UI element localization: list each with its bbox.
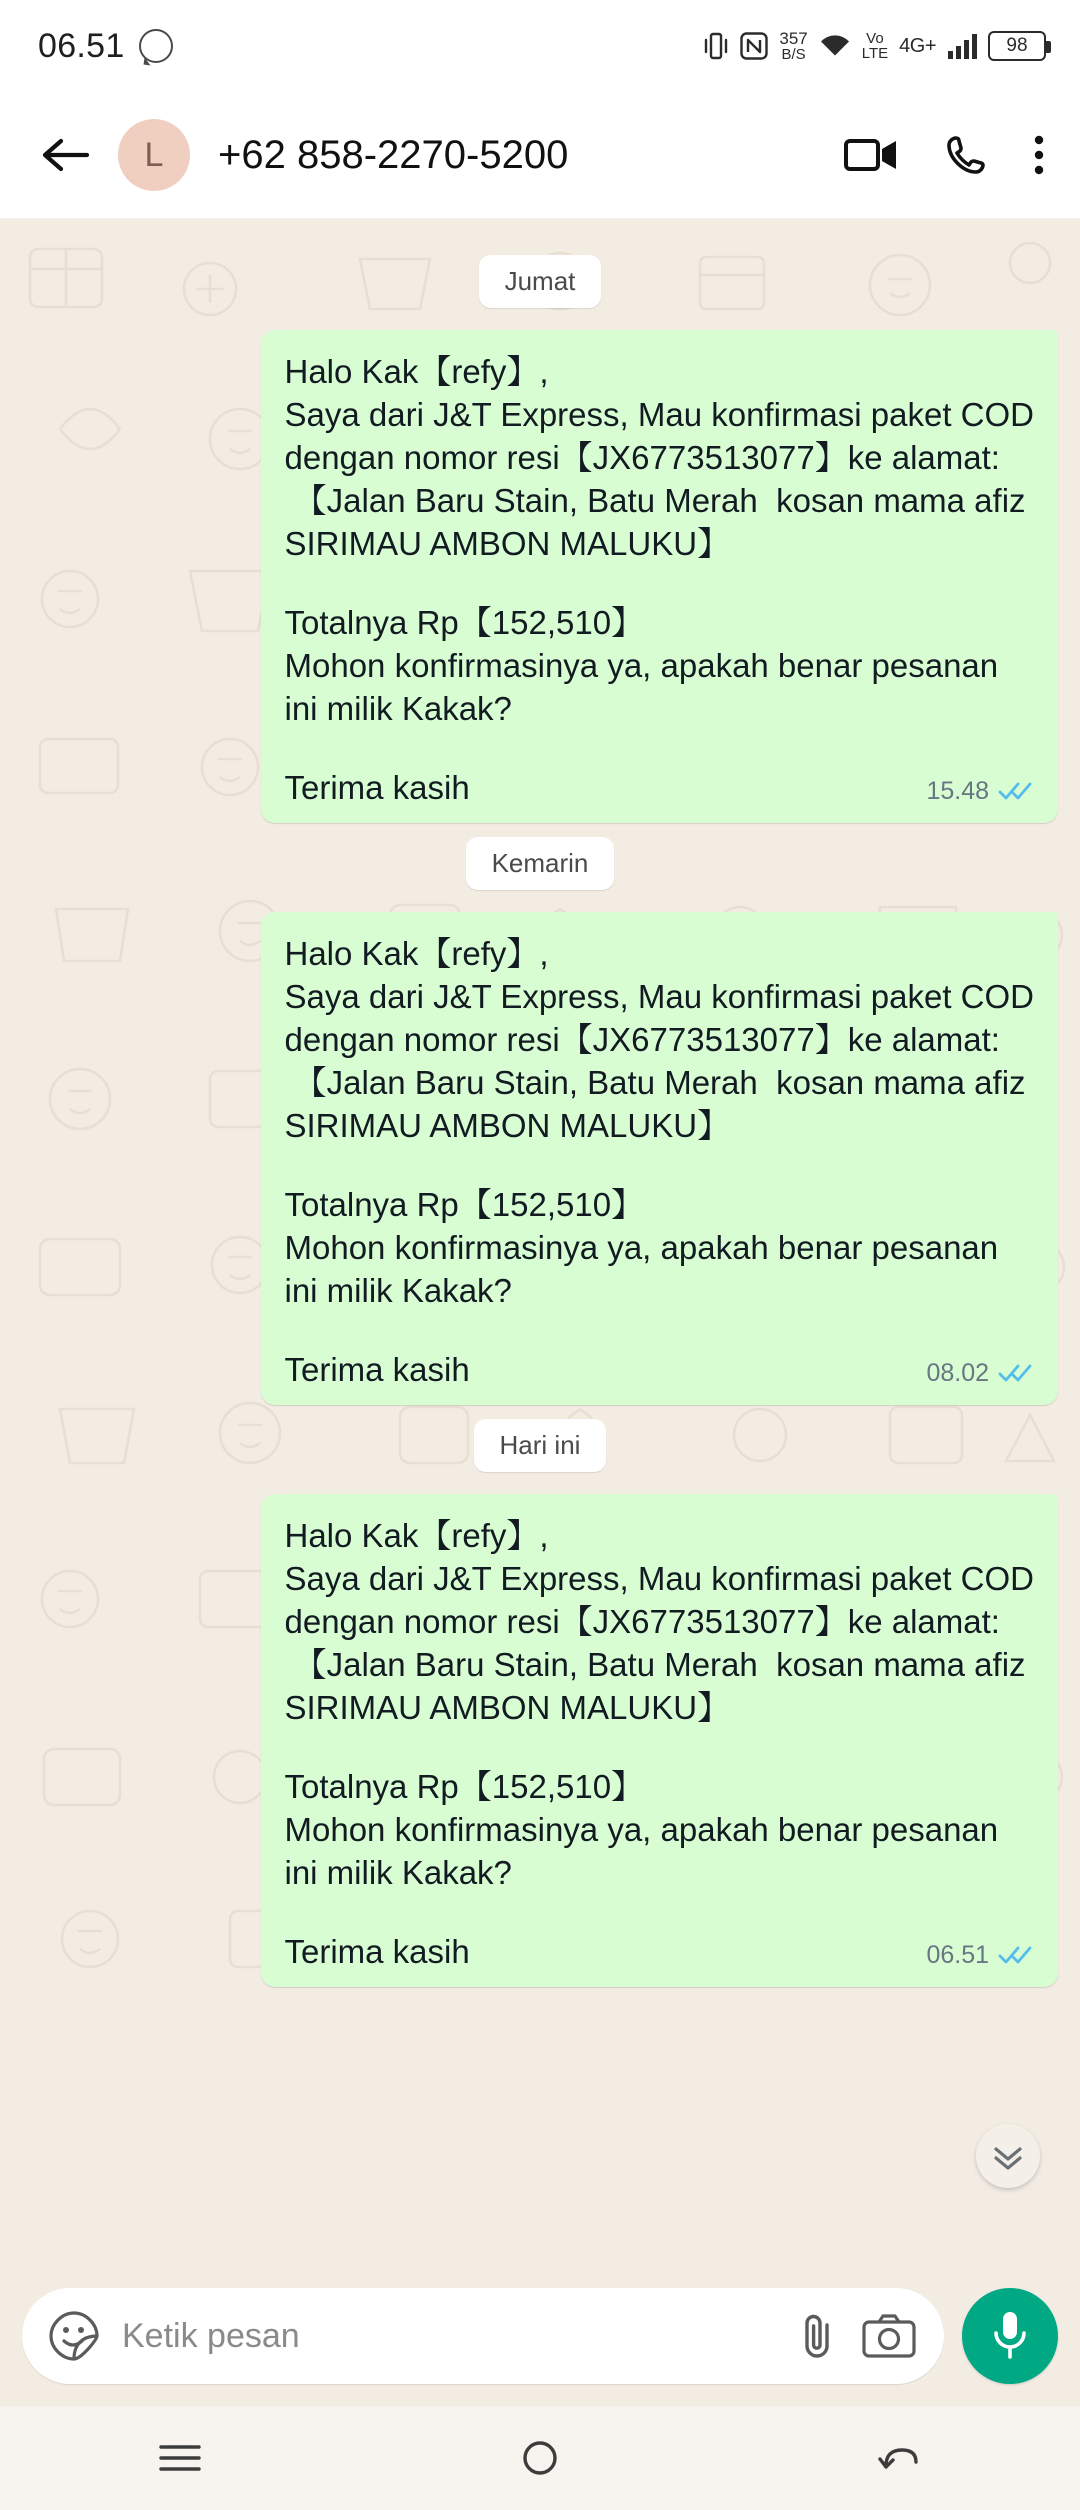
message-line: ini milik Kakak? bbox=[284, 1854, 512, 1891]
message-line: 【Jalan Baru Stain, Batu Merah kosan mama afiz bbox=[284, 1064, 1026, 1101]
battery-indicator bbox=[988, 31, 1046, 61]
read-receipt-icon bbox=[998, 1362, 1034, 1384]
paragraph-gap bbox=[285, 1147, 1035, 1183]
message-meta bbox=[926, 1939, 1034, 1973]
phone-icon[interactable] bbox=[944, 133, 988, 177]
message-last-line bbox=[285, 1930, 1035, 1973]
message-composer bbox=[0, 2274, 1080, 2406]
data-rate-indicator bbox=[779, 30, 807, 62]
read-receipt-icon bbox=[998, 780, 1034, 802]
message-time: 15.48 bbox=[926, 776, 989, 805]
message-line: Mohon konfirmasinya ya, apakah benar pesanan bbox=[284, 1811, 999, 1848]
message-line: dengan nomor resi【JX6773513077】ke alamat: bbox=[284, 439, 1000, 476]
day-label: Jumat bbox=[479, 255, 602, 308]
message-line: ini milik Kakak? bbox=[284, 1272, 512, 1309]
message-line: dengan nomor resi【JX6773513077】ke alamat: bbox=[284, 1021, 1000, 1058]
battery-percent: 98 bbox=[1006, 35, 1028, 56]
wifi-icon bbox=[819, 33, 851, 59]
message-line: 【Jalan Baru Stain, Batu Merah kosan mama afiz bbox=[284, 482, 1026, 519]
message-time: 06.51 bbox=[926, 1940, 989, 1969]
avatar[interactable]: L bbox=[118, 119, 190, 191]
message-list[interactable] bbox=[0, 255, 1080, 2274]
message-line: Saya dari J&T Express, Mau konfirmasi paket COD bbox=[284, 1560, 1034, 1597]
message-line: Saya dari J&T Express, Mau konfirmasi paket COD bbox=[284, 396, 1034, 433]
data-rate-unit: B/S bbox=[781, 46, 806, 63]
status-bar bbox=[0, 0, 1080, 92]
network-type-label: 4G+ bbox=[899, 34, 936, 57]
message-row bbox=[22, 912, 1058, 1405]
chat-app-bar bbox=[0, 92, 1080, 219]
message-meta bbox=[926, 775, 1034, 809]
message-line: Halo Kak【refy】, bbox=[284, 935, 549, 972]
message-line: Totalnya Rp【152,510】 bbox=[284, 604, 645, 641]
whatsapp-icon bbox=[139, 29, 173, 63]
message-input-placeholder[interactable]: Ketik pesan bbox=[122, 2316, 300, 2355]
microphone-icon[interactable] bbox=[962, 2288, 1058, 2384]
message-line: dengan nomor resi【JX6773513077】ke alamat: bbox=[284, 1603, 1000, 1640]
volte-line2: LTE bbox=[861, 45, 889, 62]
message-line: Totalnya Rp【152,510】 bbox=[284, 1768, 645, 1805]
message-last-line bbox=[285, 766, 1035, 809]
message-line: Terima kasih bbox=[284, 769, 470, 806]
message-line: SIRIMAU AMBON MALUKU】 bbox=[284, 525, 731, 562]
paragraph-gap bbox=[285, 565, 1035, 601]
message-row bbox=[22, 1494, 1058, 1987]
system-nav-bar bbox=[0, 2406, 1080, 2510]
volte-indicator bbox=[862, 31, 888, 61]
message-input-pill[interactable] bbox=[22, 2288, 944, 2384]
paragraph-gap bbox=[285, 730, 1035, 766]
message-line: Halo Kak【refy】, bbox=[284, 1517, 549, 1554]
message-row bbox=[22, 330, 1058, 823]
back-arrow-icon[interactable] bbox=[30, 119, 102, 191]
message-line: SIRIMAU AMBON MALUKU】 bbox=[284, 1107, 731, 1144]
day-separator bbox=[22, 837, 1058, 890]
message-line: Mohon konfirmasinya ya, apakah benar pesanan bbox=[284, 647, 999, 684]
vibrate-icon bbox=[703, 31, 729, 61]
app-bar-actions bbox=[844, 133, 1046, 177]
message-line: Terima kasih bbox=[284, 1351, 470, 1388]
status-bar-right bbox=[703, 30, 1046, 62]
paragraph-gap bbox=[285, 1894, 1035, 1930]
data-rate-value: 357 bbox=[779, 29, 808, 48]
status-bar-left bbox=[38, 27, 173, 66]
chevron-double-down-icon[interactable] bbox=[976, 2124, 1040, 2188]
nfc-icon bbox=[740, 32, 768, 60]
sticker-icon[interactable] bbox=[48, 2310, 100, 2362]
day-label: Hari ini bbox=[474, 1419, 607, 1472]
page-title: +62 858-2270-5200 bbox=[218, 132, 569, 177]
status-clock: 06.51 bbox=[38, 26, 125, 65]
chat-area[interactable] bbox=[0, 219, 1080, 2274]
outgoing-message-bubble[interactable] bbox=[261, 1494, 1059, 1987]
message-line: SIRIMAU AMBON MALUKU】 bbox=[284, 1689, 731, 1726]
overflow-menu-icon[interactable] bbox=[1032, 133, 1046, 177]
message-time: 08.02 bbox=[926, 1358, 989, 1387]
outgoing-message-bubble[interactable] bbox=[261, 330, 1059, 823]
read-receipt-icon bbox=[998, 1944, 1034, 1966]
message-line: Mohon konfirmasinya ya, apakah benar pesanan bbox=[284, 1229, 999, 1266]
message-line: Terima kasih bbox=[284, 1933, 470, 1970]
message-line: Halo Kak【refy】, bbox=[284, 353, 549, 390]
day-separator bbox=[22, 1419, 1058, 1472]
message-meta bbox=[926, 1357, 1034, 1391]
message-line: 【Jalan Baru Stain, Batu Merah kosan mama afiz bbox=[284, 1646, 1026, 1683]
paragraph-gap bbox=[285, 1312, 1035, 1348]
outgoing-message-bubble[interactable] bbox=[261, 912, 1059, 1405]
paperclip-icon[interactable] bbox=[794, 2311, 840, 2361]
back-nav-icon[interactable] bbox=[840, 2406, 960, 2510]
home-circle-icon[interactable] bbox=[480, 2406, 600, 2510]
camera-icon[interactable] bbox=[862, 2313, 916, 2359]
message-line: Totalnya Rp【152,510】 bbox=[284, 1186, 645, 1223]
volte-line1: Vo bbox=[866, 30, 884, 47]
message-line: ini milik Kakak? bbox=[284, 690, 512, 727]
recents-icon[interactable] bbox=[120, 2406, 240, 2510]
message-line: Saya dari J&T Express, Mau konfirmasi paket COD bbox=[284, 978, 1034, 1015]
day-label: Kemarin bbox=[466, 837, 615, 890]
message-last-line bbox=[285, 1348, 1035, 1391]
day-separator bbox=[22, 255, 1058, 308]
paragraph-gap bbox=[285, 1729, 1035, 1765]
video-call-icon[interactable] bbox=[844, 135, 900, 175]
signal-bars-icon bbox=[947, 32, 977, 60]
